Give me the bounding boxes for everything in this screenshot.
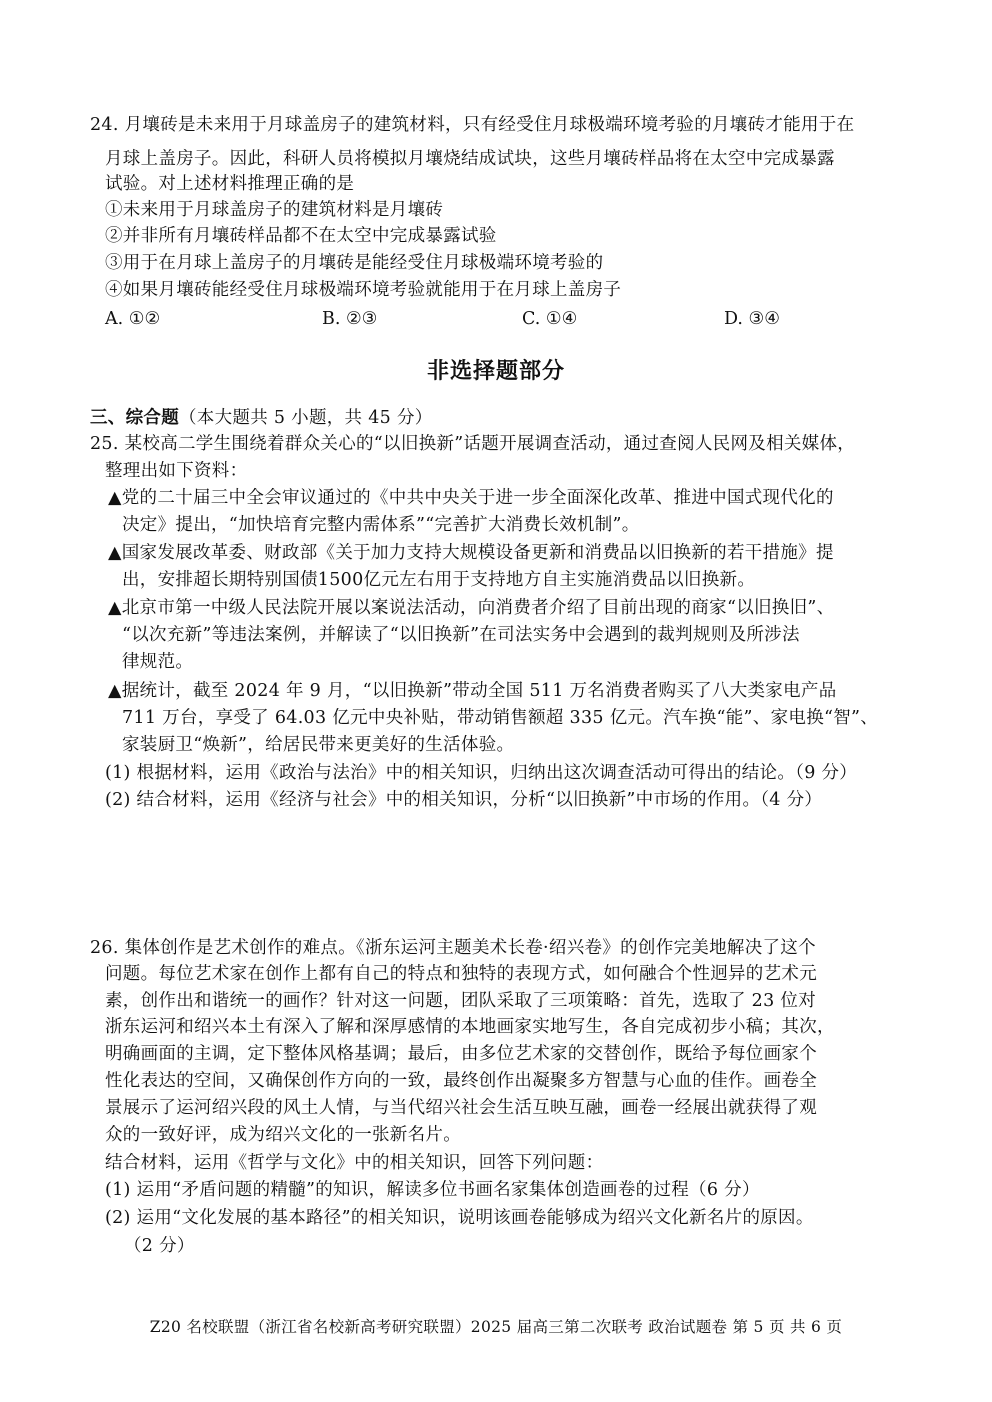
q26-line-1: 26. 集体创作是艺术创作的难点。《浙东运河主题美术长卷·绍兴卷》的创作完美地解决了这个 <box>90 938 816 958</box>
q25-bullet-2-line-1: ▲国家发展改革委、财政部《关于加力支持大规模设备更新和消费品以旧换新的若干措施》提 <box>108 543 834 563</box>
part3-heading: 三、综合题 <box>90 408 179 428</box>
q24-option-a: A. ①② <box>105 309 161 329</box>
q25-bullet-4-line-2: 711 万台，享受了 64.03 亿元中央补贴，带动销售额超 335 亿元。汽车换“能”、家电换“智”、 <box>122 708 879 728</box>
q26-question-2-score: （2 分） <box>124 1236 195 1256</box>
q26-line-7: 景展示了运河绍兴段的风土人情，与当代绍兴社会生活互映互融，画卷一经展出就获得了观 <box>105 1098 817 1118</box>
section-title: 非选择题部分 <box>426 358 565 384</box>
q25-question-1: (1) 根据材料，运用《政治与法治》中的相关知识，归纳出这次调查活动可得出的结论。（9 分） <box>105 763 858 783</box>
q24-option-c: C. ①④ <box>522 309 578 329</box>
q26-line-9: 结合材料，运用《哲学与文化》中的相关知识，回答下列问题： <box>105 1153 604 1173</box>
q25-bullet-1-line-2: 决定》提出，“加快培育完整内需体系”“完善扩大消费长效机制”。 <box>122 515 640 535</box>
page-footer: Z20 名校联盟（浙江省名校新高考研究联盟）2025 届高三第二次联考 政治试题卷 第 5 页 共 6 页 <box>149 1318 843 1336</box>
q26-line-2: 问题。每位艺术家在创作上都有自己的特点和独特的表现方式，如何融合个性迥异的艺术元 <box>105 964 817 984</box>
q25-bullet-4-line-1: ▲据统计，截至 2024 年 9 月，“以旧换新”带动全国 511 万名消费者购买了八大类家电产品 <box>108 681 837 701</box>
q25-bullet-2-line-2: 出，安排超长期特别国债1500亿元左右用于支持地方自主实施消费品以旧换新。 <box>122 570 756 590</box>
q26-question-1: (1) 运用“矛盾问题的精髓”的知识，解读多位书画名家集体创造画卷的过程（6 分） <box>105 1180 760 1200</box>
q24-option-b: B. ②③ <box>322 309 378 329</box>
q25-question-2: (2) 结合材料，运用《经济与社会》中的相关知识，分析“以旧换新”中市场的作用。（4 分） <box>105 790 823 810</box>
q25-bullet-3-line-2: “以次充新”等违法案例，并解读了“以旧换新”在司法实务中会遇到的裁判规则及所涉法 <box>122 625 800 645</box>
q26-line-3: 素，创作出和谐统一的画作？针对这一问题，团队采取了三项策略：首先，选取了 23 位对 <box>105 991 816 1011</box>
part3-heading-row <box>90 405 433 431</box>
q26-line-5: 明确画面的主调，定下整体风格基调；最后，由多位艺术家的交替创作，既给予每位画家个 <box>105 1044 817 1064</box>
q25-bullet-4-line-3: 家装厨卫“焕新”，给居民带来更美好的生活体验。 <box>122 735 515 755</box>
q24-line-3: 试验。对上述材料推理正确的是 <box>105 174 355 194</box>
q24-statement-1: ①未来用于月球盖房子的建筑材料是月壤砖 <box>105 200 444 220</box>
q25-bullet-1-line-1: ▲党的二十届三中全会审议通过的《中共中央关于进一步全面深化改革、推进中国式现代化的 <box>108 488 834 508</box>
q24-line-1: 24. 月壤砖是未来用于月球盖房子的建筑材料，只有经受住月球极端环境考验的月壤砖才能用于在 <box>90 115 855 135</box>
q26-line-4: 浙东运河和绍兴本土有深入了解和深厚感情的本地画家实地写生，各自完成初步小稿；其次， <box>105 1017 835 1037</box>
q26-line-6: 性化表达的空间，又确保创作方向的一致，最终创作出凝聚多方智慧与心血的佳作。画卷全 <box>105 1071 817 1091</box>
q25-bullet-3-line-1: ▲北京市第一中级人民法院开展以案说法活动，向消费者介绍了目前出现的商家“以旧换旧”、 <box>108 598 835 618</box>
q26-line-8: 众的一致好评，成为绍兴文化的一张新名片。 <box>105 1125 461 1145</box>
q25-intro-2: 整理出如下资料： <box>105 461 248 481</box>
q24-statement-2: ②并非所有月壤砖样品都不在太空中完成暴露试验 <box>105 226 497 246</box>
q24-statement-3: ③用于在月球上盖房子的月壤砖是能经受住月球极端环境考验的 <box>105 253 604 273</box>
q24-line-2: 月球上盖房子。因此，科研人员将模拟月壤烧结成试块，这些月壤砖样品将在太空中完成暴露 <box>105 149 835 169</box>
q24-option-d: D. ③④ <box>724 309 780 329</box>
q25-bullet-3-line-3: 律规范。 <box>122 652 194 672</box>
q24-statement-4: ④如果月壤砖能经受住月球极端环境考验就能用于在月球上盖房子 <box>105 280 622 300</box>
part3-note: （本大题共 5 小题，共 45 分） <box>179 408 433 428</box>
q26-question-2: (2) 运用“文化发展的基本路径”的相关知识，说明该画卷能够成为绍兴文化新名片的原因。 <box>105 1208 814 1228</box>
q25-intro-1: 25. 某校高二学生围绕着群众关心的“以旧换新”话题开展调查活动，通过查阅人民网及相关媒体， <box>90 434 856 454</box>
